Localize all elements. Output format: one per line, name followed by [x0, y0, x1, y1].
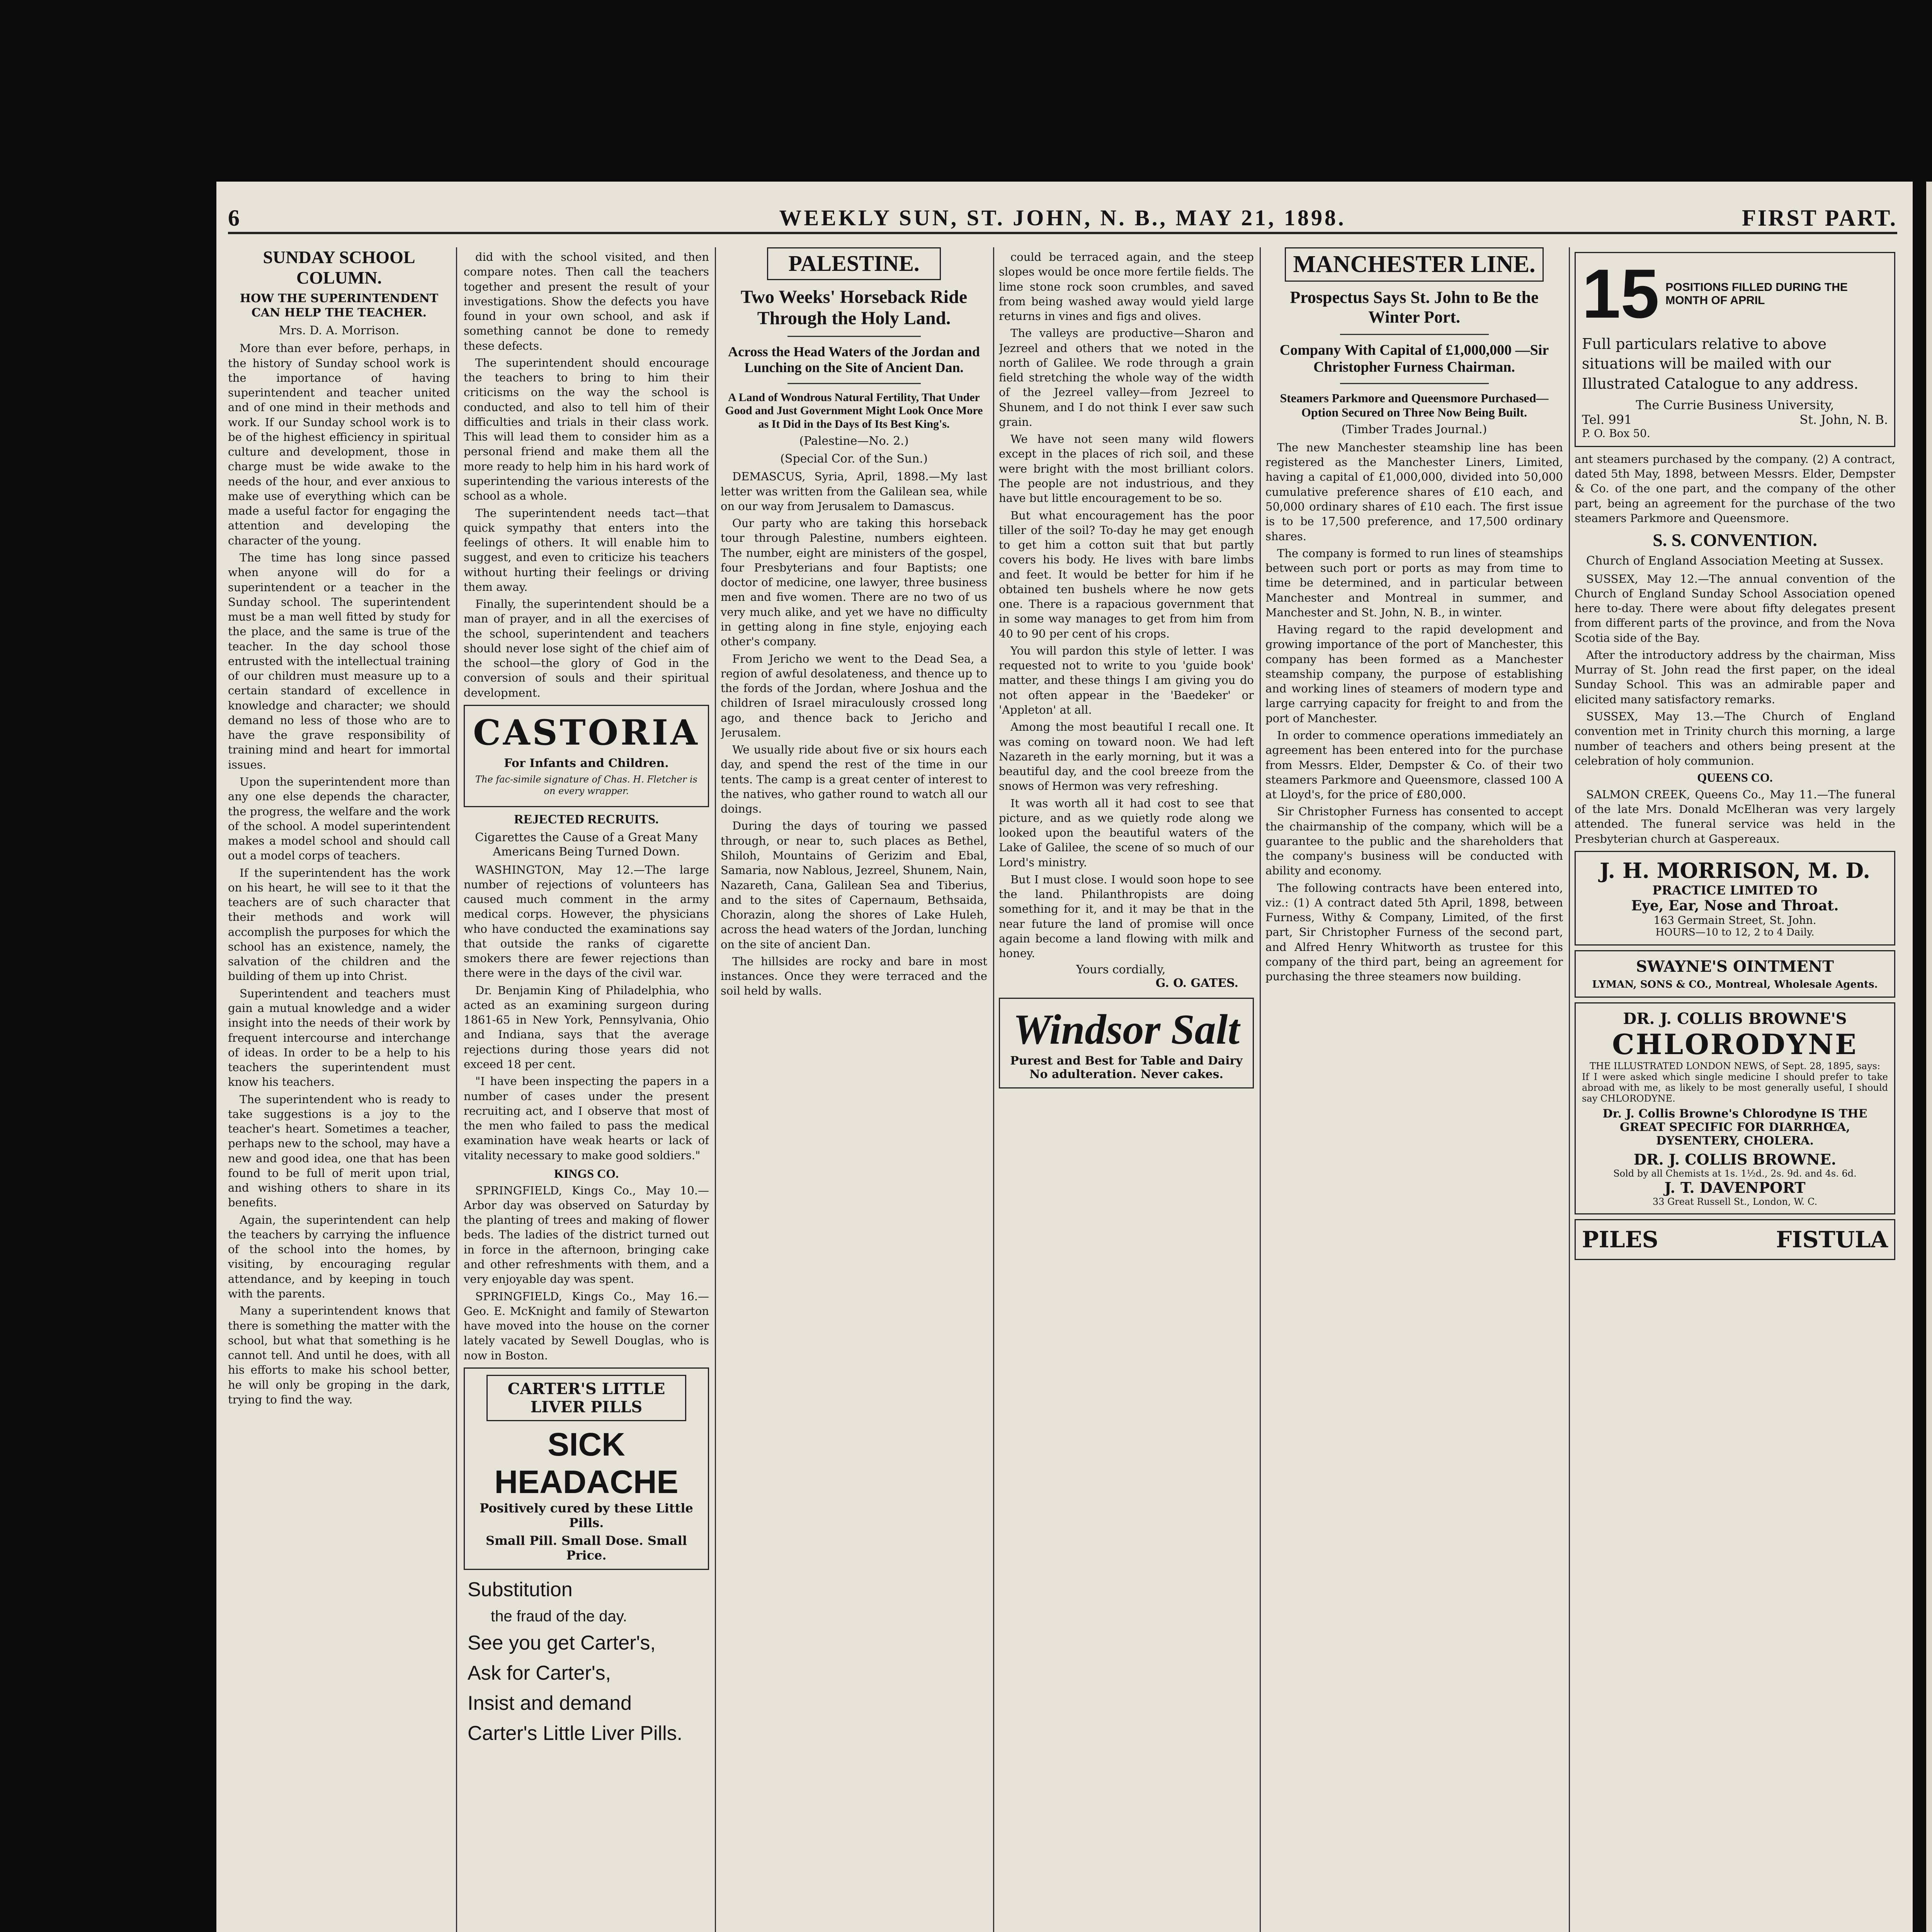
- page-number: 6: [228, 205, 240, 231]
- divider: [1340, 334, 1489, 335]
- paragraph: Upon the superintendent more than any one else depends the character, the progress, the welfare and the work of the school. A model superintendent makes a model school and should call out a model corps of teachers.: [228, 775, 450, 862]
- column-six: [1575, 247, 1895, 1932]
- ointment-agents: LYMAN, SONS & CO., Montreal, Wholesale Agents.: [1592, 978, 1878, 990]
- paragraph: Among the most beautiful I recall one. It was coming on toward noon. We had left Nazareth in the early morning, but it was a beautiful day, and the cool breeze from the snows of Hermon was very refreshing.: [999, 720, 1254, 793]
- divider: [787, 336, 921, 337]
- telephone: Tel. 991: [1582, 412, 1632, 427]
- paragraph: Dr. Benjamin King of Philadelphia, who acted as an examining surgeon during 1861-65 in New York, Pennsylvania, Ohio and Indiana, says that the average rejections during those years did not exceed 18 per cent.: [464, 983, 709, 1071]
- paragraph: The superintendent needs tact—that quick sympathy that enters into the feelings of others. It will enable him to suggest, and even to criticize his teachers without hurting their feelings or driving them away.: [464, 506, 709, 594]
- paragraph: After the introductory address by the chairman, Miss Murray of St. John read the first paper, on the ideal Sunday School. This was an admirable paper and elicited many satisfactory remarks.: [1575, 648, 1895, 706]
- castoria-signature-note: The fac-simile signature of Chas. H. Fletcher is on every wrapper.: [475, 774, 697, 797]
- paragraph: More than ever before, perhaps, in the history of Sunday school work is the importance of having superintendent and teacher united and of one mind in their methods and work. If our Sunday school work is to be of the highest efficiency in spiritual culture and development, those in charge must be wide awake to the needs of the hour, and ever anxious to make use of everything which can be made a useful factor for engaging the attention and developing the character of the young.: [228, 342, 450, 547]
- paragraph: We usually ride about five or six hours each day, and spend the rest of the time in our tents. The camp is a great center of interest to the natives, who gather round to watch all our doings.: [721, 743, 987, 816]
- county-heading: KINGS CO.: [554, 1166, 619, 1180]
- paragraph: The new Manchester steamship line has been registered as the Manchester Liners, Limited, having a capital of £1,000,000, divided into 50,000 cumulative preference shares of £10 each, and 50,000 ordinary shares of £10 each. The first issue is to be 17,500 preference, and 17,500 ordinary shares.: [1265, 440, 1563, 543]
- carters-headline: SICK HEADACHE: [494, 1426, 679, 1500]
- carters-tagline: Positively cured by these Little Pills.: [480, 1500, 693, 1530]
- chlorodyne-maker: DR. J. COLLIS BROWNE.: [1633, 1150, 1837, 1168]
- article-subtitle: Cigarettes the Cause of a Great Many Americans Being Turned Down.: [475, 830, 698, 859]
- paragraph: Having regard to the rapid development and growing importance of the port of Manchester, this company has been formed as a Manchester steamship company, the purpose of establishing and working lines of steamers of modern type and large carrying capacity for freight to and from the port of Manchester.: [1265, 623, 1563, 725]
- positions-count: 15: [1582, 255, 1660, 333]
- substitution-line: Insist and demand: [468, 1692, 632, 1714]
- paragraph: SUSSEX, May 12.—The annual convention of the Church of England Sunday School Association opened here to-day. There were about fifty delegates present from different parts of the province, and from the Nova Scotia side of the Bay.: [1575, 572, 1895, 645]
- practice-hours: HOURS—10 to 12, 2 to 4 Daily.: [1655, 926, 1815, 938]
- substitution-line: Substitution: [468, 1578, 573, 1601]
- windsor-tagline: Purest and Best for Table and Dairy: [1010, 1054, 1243, 1068]
- paragraph: Again, the superintendent can help the teachers by carrying the influence of the school into the homes, by visiting, by encouraging regular attendance, and by keeping in touch with the parents.: [228, 1213, 450, 1301]
- chlorodyne-address: 33 Great Russell St., London, W. C.: [1652, 1196, 1818, 1207]
- piles-fistula-ad: [1575, 1219, 1895, 1260]
- paragraph: It was worth all it had cost to see that picture, and as we quietly rode along we looked upon the beautiful waters of the Lake of Galilee, the scene of so much of our Lord's ministry.: [999, 796, 1254, 869]
- practice-line: PRACTICE LIMITED TO: [1652, 883, 1818, 898]
- paragraph: The hillsides are rocky and bare in most instances. Once they were terraced and the soil held by walls.: [721, 954, 987, 998]
- source-label: (Timber Trades Journal.): [1341, 423, 1487, 437]
- section-heading: S. S. CONVENTION.: [1653, 530, 1817, 550]
- paragraph: Our party who are taking this horseback tour through Palestine, numbers eighteen. The number, eight are ministers of the gospel, four Presbyterians and four Baptists; one doctor of medicine, one lawyer, three business men and five women. There are no two of us very much alike, and yet we have no difficulty in getting along in fine style, enjoying each other's company.: [721, 517, 987, 648]
- article-subheading: HOW THE SUPERINTENDENT CAN HELP THE TEACHER.: [240, 291, 439, 320]
- post-box: P. O. Box 50.: [1582, 427, 1650, 440]
- article-deck: Company With Capital of £1,000,000 —Sir Christopher Furness Chairman.: [1279, 342, 1549, 376]
- city: St. John, N. B.: [1799, 412, 1888, 427]
- morrison-ad: [1575, 851, 1895, 946]
- castoria-subtitle: For Infants and Children.: [504, 756, 669, 770]
- paragraph: WASHINGTON, May 12.—The large number of rejections of volunteers has caused much comment in the army medical corps. However, the physicians who have conducted the examinations say that outside the ranks of cigarette smokers there are fewer rejections than there were in the days of the civil war.: [464, 863, 709, 980]
- practice-address: 163 Germain Street, St. John.: [1653, 913, 1816, 927]
- windsor-note: No adulteration. Never cakes.: [1029, 1068, 1223, 1082]
- paragraph: SALMON CREEK, Queens Co., May 11.—The funeral of the late Mrs. Donald McElheran was very largely attended. The funeral service was held in the Presbyterian church at Gaspereaux.: [1575, 787, 1895, 845]
- paragraph: SPRINGFIELD, Kings Co., May 16.—Geo. E. McKnight and family of Stewarton have moved into the house on the corner lately vacated by Sewell Douglas, who is now in Boston.: [464, 1289, 709, 1362]
- piles-label: PILES: [1582, 1226, 1658, 1253]
- section-heading: SUNDAY SCHOOL COLUMN.: [263, 247, 415, 287]
- chlorodyne-source: THE ILLUSTRATED LONDON NEWS, of Sept. 28, 1895, says:: [1589, 1060, 1881, 1071]
- section-subheading: Church of England Association Meeting at Sussex.: [1586, 554, 1884, 568]
- paragraph: did with the school visited, and then compare notes. Then call the teachers together and present the result of your investigations. Show the defects you have found in your own school, and ask if something cannot be done to remedy these defects.: [464, 250, 709, 352]
- chlorodyne-vendor: J. T. DAVENPORT: [1664, 1179, 1806, 1196]
- ad-body: Full particulars relative to above situations will be mailed with our Illustrated Catalogue to any address.: [1582, 335, 1859, 392]
- article-deck: Prospectus Says St. John to Be the Winter Port.: [1290, 288, 1539, 327]
- paragraph: But I must close. I would soon hope to see the land. Philanthropists are doing something for it, and it may be that in the near future the land of promise will once again become a land flowing with milk and honey.: [999, 872, 1254, 960]
- correspondent-label: (Special Cor. of the Sun.): [780, 452, 928, 466]
- carters-substitution-block: [464, 1575, 709, 1748]
- paragraph: The superintendent should encourage the teachers to bring to him their criticisms on the way the school is conducted, and also to tell him of their difficulties and trials in their class work. This will lead them to consider him as a personal friend and make them all the more ready to help him in his hard work of superintending the various interests of the school as a whole.: [464, 356, 709, 503]
- paragraph: Superintendent and teachers must gain a mutual knowledge and a wider insight into the needs of their work by frequent intercourse and interchange of ideas. In order to be a help to his teachers the superintendent must know his teachers.: [228, 986, 450, 1089]
- windsor-salt-ad: [999, 998, 1254, 1088]
- letter-signer: G. O. GATES.: [1155, 976, 1238, 990]
- paragraph: SPRINGFIELD, Kings Co., May 10.—Arbor day was observed on Saturday by the planting of trees and making of flower beds. The ladies of the district turned out in force in the afternoon, bringing cake and other refreshments with them, and a very enjoyable day was spent.: [464, 1184, 709, 1286]
- paragraph: could be terraced again, and the steep slopes would be once more fertile fields. The lime stone rock soon crumbles, and saved from being washed away would yield large returns in vines and figs and olives.: [999, 250, 1254, 323]
- page-masthead: [228, 205, 1897, 234]
- paragraph: The time has long since passed when anyone will do for a superintendent or a teacher in the Sunday school. The superintendent must be a man well fitted by study for the place, and the same is true of the teacher. In the day school those entrusted with the intellectual training of our children must measure up to a certain standard of excellence in knowledge and character; we should demand no less of those who are to have the grave responsibility of training mind and heart for immortal issues.: [228, 551, 450, 771]
- ointment-ad: [1575, 950, 1895, 998]
- carters-pills-ad: [464, 1367, 709, 1570]
- paragraph: Finally, the superintendent should be a man of prayer, and in all the exercises of the school, superintendent and teachers should never lose sight of the chief aim of the school—the glory of God in the conversion of souls and their spiritual development.: [464, 597, 709, 699]
- windsor-brand: Windsor Salt: [1013, 1006, 1240, 1053]
- divider: [1340, 383, 1489, 384]
- paragraph: During the days of touring we passed through, or near to, such places as Bethel, Shiloh, Mountains of Gerizim and Ebal, Samaria, now Nablous, Jezreel, Shunem, Nain, Nazareth, Cana, Galilean Sea and Tiberius, and to the sites of Capernaum, Bethsaida, Chorazin, along the shores of Lake Huleh, across the head waters of the Jordan, lunching on the site of ancient Dan.: [721, 819, 987, 951]
- carters-brand: CARTER'S LITTLE LIVER PILLS: [486, 1375, 686, 1421]
- substitution-line: Carter's Little Liver Pills.: [468, 1722, 683, 1745]
- article-deck: Across the Head Waters of the Jordan and Lunching on the Site of Ancient Dan.: [728, 344, 980, 376]
- paragraph: DEMASCUS, Syria, April, 1898.—My last letter was written from the Galilean sea, while on our way from Jerusalem to Damascus.: [721, 470, 987, 513]
- practice-specialty: Eye, Ear, Nose and Throat.: [1631, 897, 1839, 914]
- ointment-title: SWAYNE'S OINTMENT: [1636, 957, 1834, 976]
- currie-university-ad: [1575, 252, 1895, 447]
- positions-headline: POSITIONS FILLED DURING THE MONTH OF APRIL: [1665, 281, 1848, 307]
- chlorodyne-remedy: Dr. J. Collis Browne's Chlorodyne IS THE GREAT SPECIFIC FOR DIARRHŒA, DYSENTERY, CHOLERA.: [1602, 1107, 1867, 1148]
- substitution-line: See you get Carter's,: [468, 1631, 656, 1654]
- divider: [787, 383, 921, 384]
- article-deck: A Land of Wondrous Natural Fertility, That Under Good and Just Government Might Look Once More as It Did in the Days of Its Best King's.: [725, 391, 983, 430]
- paragraph: Sir Christopher Furness has consented to accept the chairmanship of the company, which will be a guarantee to the public and the shareholders that the company's business will be conducted with ability and economy.: [1265, 805, 1563, 878]
- column-rule: [715, 247, 716, 1932]
- column-rule: [456, 247, 457, 1932]
- paragraph: "I have been inspecting the papers in a number of cases under the present recruiting act, and I observe that most of the men who failed to pass the medical examination have weak hearts or lack of vitality necessary to make good soldiers.": [464, 1075, 709, 1162]
- chlorodyne-body: If I were asked which single medicine I should prefer to take abroad with me, as likely to be most generally useful, I should say CHLORODYNE.: [1582, 1071, 1888, 1104]
- carters-small-lines: Small Pill. Small Dose. Small Price.: [486, 1533, 687, 1563]
- institution-name: The Currie Business University,: [1636, 397, 1834, 412]
- section-heading: MANCHESTER LINE.: [1285, 247, 1544, 282]
- column-rule: [993, 247, 994, 1932]
- column-two: [464, 247, 709, 1932]
- column-four: [999, 247, 1254, 1932]
- paragraph: The superintendent who is ready to take suggestions is a joy to the teacher's heart. Sometimes a teacher, perhaps new to the school, may have a new and good idea, one that has been found to be full of merit upon trial, and wishing others to share in its benefits.: [228, 1092, 450, 1209]
- article-deck: Steamers Parkmore and Queensmore Purchased—Option Secured on Three Now Being Built.: [1280, 391, 1549, 419]
- paragraph: We have not seen many wild flowers except in the places of rich soil, and these were bright with the most brilliant colors. The people are not industrious, and they have but little encouragement to be so.: [999, 432, 1254, 505]
- paragraph: In order to commence operations immediately an agreement has been entered into for the purchase from Messrs. Elder, Dempster & Co. of their two steamers Parkmore and Queensmore, classed 100 A at Lloyd's, for the price of £80,000.: [1265, 729, 1563, 801]
- castoria-title: CASTORIA: [473, 712, 700, 753]
- paragraph: The company is formed to run lines of steamships between such port or ports as may from time to time be determined, and in particular between Manchester and Montreal in summer, and Manchester and St. John, N. B., in winter.: [1265, 546, 1563, 619]
- fistula-label: FISTULA: [1776, 1226, 1888, 1253]
- county-heading: QUEENS CO.: [1697, 770, 1773, 785]
- newspaper-title: WEEKLY SUN, ST. JOHN, N. B., MAY 21, 1898.: [779, 205, 1346, 230]
- chlorodyne-ad: [1575, 1002, 1895, 1214]
- column-palestine: [721, 247, 987, 1932]
- substitution-line: Ask for Carter's,: [468, 1662, 611, 1684]
- paragraph: You will pardon this style of letter. I was requested not to write to you 'guide book' matter, and these things I am giving you do not often appear in the 'Baedeker' or 'Appleton' at all.: [999, 644, 1254, 716]
- chlorodyne-doctor: DR. J. COLLIS BROWNE'S: [1623, 1009, 1847, 1028]
- paragraph: But what encouragement has the poor tiller of the soil? To-day he may get enough to get him a cotton suit that but partly covers his body. He lives with bare limbs and feet. It would be better for him if he obtained ten bushels where he now gets one. There is a rapacious government that in some way manages to get from him from 40 to 90 per cent of his crops.: [999, 509, 1254, 640]
- part-label: FIRST PART.: [1742, 205, 1897, 231]
- chlorodyne-product: CHLORODYNE: [1612, 1027, 1858, 1061]
- article-title: REJECTED RECRUITS.: [514, 812, 659, 827]
- letter-closing: Yours cordially,: [1076, 963, 1166, 977]
- column-rule: [1260, 247, 1261, 1932]
- paragraph: ant steamers purchased by the company. (2) A contract, dated 5th May, 1898, between Messrs. Elder, Dempster & Co. of the one part, and the company of the other part, being an agreement for the purchase of the two steamers Parkmore and Queensmore.: [1575, 452, 1895, 525]
- column-sunday-school: [228, 247, 450, 1932]
- paragraph: The following contracts have been entered into, viz.: (1) A contract dated 5th April, 1898, between Furness, Withy & Company, Limited, of the first part, Sir Christopher Furness of the second part, and Alfred Henry Whitworth as trustee for this company of the third part, being an agreement for purchasing the three steamers now building.: [1265, 881, 1563, 983]
- paragraph: The valleys are productive—Sharon and Jezreel and others that we noted in the north of Galilee. We rode through a grain field stretching the whole way of the width of the Jezreel valley—from Jezreel to Shunem, and I do not think I ever saw such grain.: [999, 327, 1254, 429]
- column-manchester-line: [1265, 247, 1563, 1932]
- adjacent-page-edge: [1926, 182, 1932, 1932]
- castoria-ad: [464, 705, 709, 808]
- paragraph: From Jericho we went to the Dead Sea, a region of awful desolateness, and thence up to the fords of the Jordan, where Joshua and the children of Israel miraculously crossed long ago, and thence back to Jericho and Jerusalem.: [721, 652, 987, 739]
- doctor-name: J. H. MORRISON, M. D.: [1599, 858, 1871, 883]
- article-byline: Mrs. D. A. Morrison.: [279, 323, 400, 337]
- chlorodyne-price: Sold by all Chemists at 1s. 1½d., 2s. 9d. and 4s. 6d.: [1613, 1168, 1857, 1179]
- article-headline: Two Weeks' Horseback Ride Through the Holy Land.: [740, 286, 968, 328]
- newspaper-page: [216, 182, 1913, 1932]
- section-heading: PALESTINE.: [767, 247, 941, 280]
- series-label: (Palestine—No. 2.): [799, 434, 909, 448]
- paragraph: Many a superintendent knows that there is something the matter with the school, but what that something is he cannot tell. And until he does, with all his efforts to make his school better, he will only be groping in the dark, trying to find the way.: [228, 1304, 450, 1406]
- column-rule: [1569, 247, 1570, 1932]
- paragraph: If the superintendent has the work on his heart, he will see to it that the teachers are of such character that their methods and work will accomplish the purposes for which the school has an existence, namely, the salvation of the children and the building of them up into Christ.: [228, 866, 450, 983]
- substitution-line: the fraud of the day.: [491, 1607, 627, 1625]
- paragraph: SUSSEX, May 13.—The Church of England convention met in Trinity church this morning, a large number of teachers and others being present at the celebration of holy communion.: [1575, 710, 1895, 767]
